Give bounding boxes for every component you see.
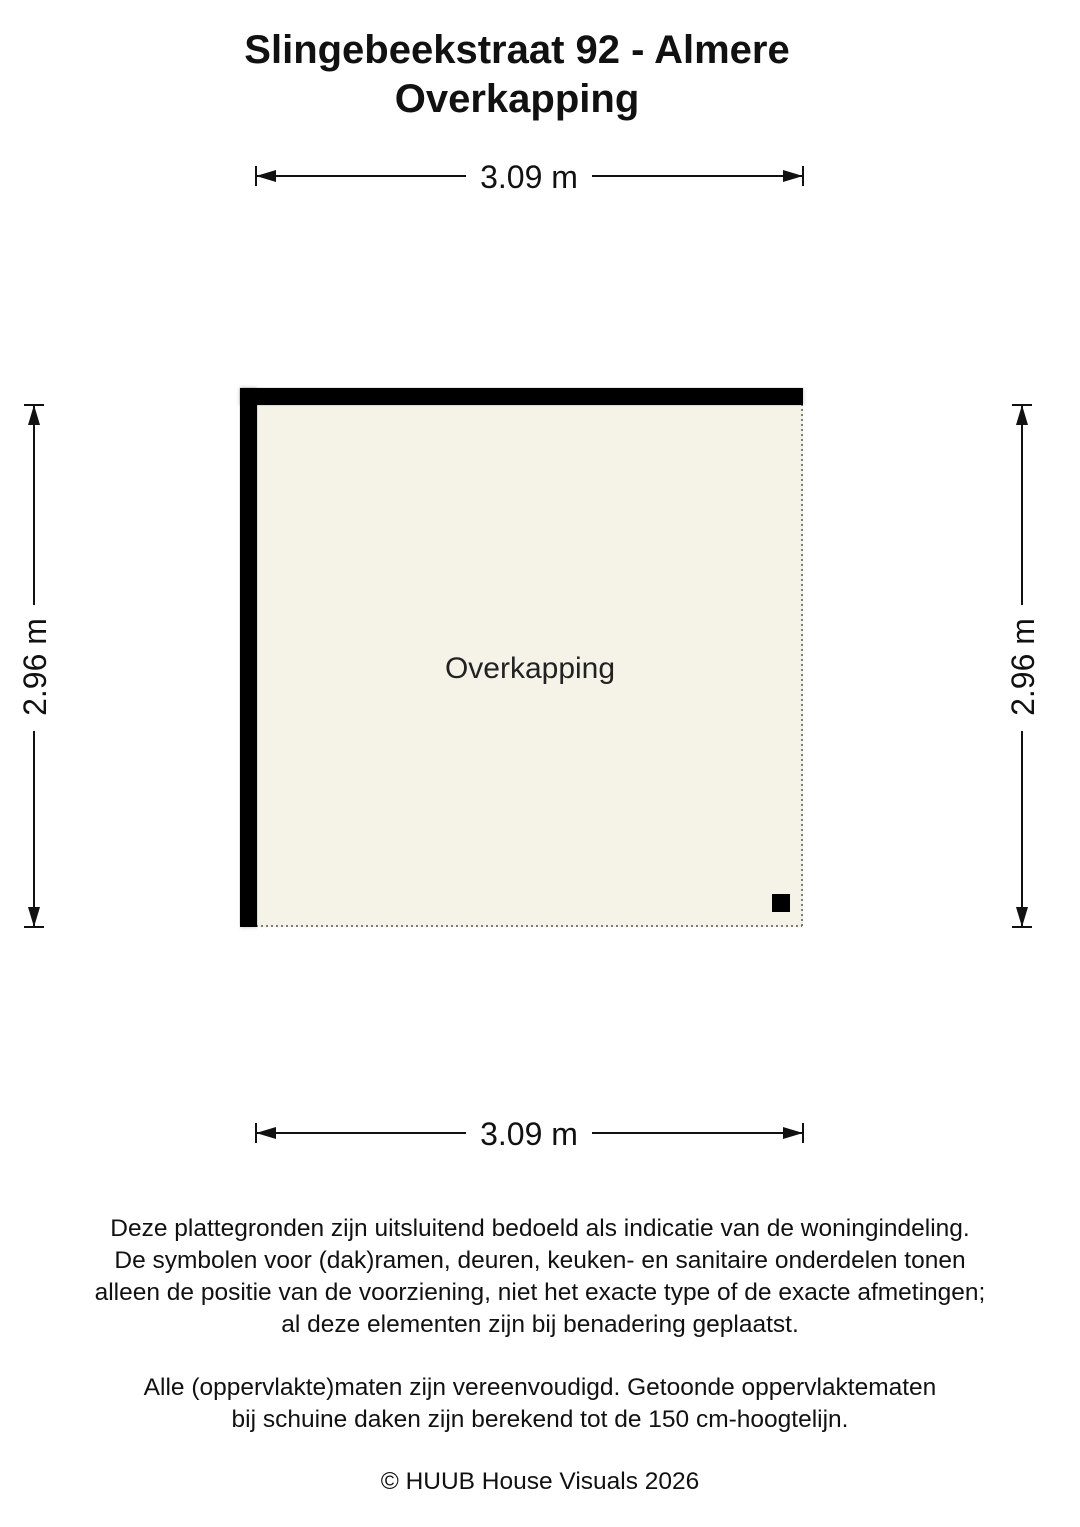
disclaimer-paragraph-1 bbox=[0, 1213, 1080, 1341]
dimension-bottom-label: 3.09 m bbox=[480, 1116, 578, 1152]
dimension-right-label: 2.96 m bbox=[1005, 618, 1041, 716]
disclaimer-line: alleen de positie van de voorziening, niet het exacte type of de exacte afmetingen; bbox=[94, 1279, 986, 1306]
dimension-left-arrow-top bbox=[28, 405, 40, 425]
disclaimer-line: De symbolen voor (dak)ramen, deuren, keuken- en sanitaire onderdelen tonen bbox=[114, 1247, 966, 1274]
dimension-top-arrow-right bbox=[783, 170, 803, 182]
dimension-right-arrow-bottom bbox=[1016, 907, 1028, 927]
dimension-top-label: 3.09 m bbox=[480, 159, 578, 195]
room-label: Overkapping bbox=[444, 652, 616, 685]
column-post bbox=[772, 894, 790, 912]
dimension-bottom bbox=[256, 1112, 803, 1154]
dimension-left-label: 2.96 m bbox=[17, 618, 53, 716]
disclaimer-line: Alle (oppervlakte)maten zijn vereenvoudigd. Getoonde oppervlaktematen bbox=[143, 1374, 937, 1401]
dimension-bottom-arrow-left bbox=[256, 1127, 276, 1139]
copyright-notice: © HUUB House Visuals 2026 bbox=[380, 1468, 700, 1495]
dimension-bottom-arrow-right bbox=[783, 1127, 803, 1139]
dimension-top bbox=[256, 155, 803, 197]
dimension-right-arrow-top bbox=[1016, 405, 1028, 425]
disclaimer-paragraph-2 bbox=[0, 1372, 1080, 1436]
room-overkapping bbox=[240, 388, 803, 927]
page-subtitle: Overkapping bbox=[394, 77, 640, 121]
dimension-left bbox=[13, 405, 55, 927]
dimension-left-arrow-bottom bbox=[28, 907, 40, 927]
page-title: Slingebeekstraat 92 - Almere bbox=[244, 28, 790, 72]
wall-left bbox=[240, 388, 257, 927]
disclaimer-line: Deze plattegronden zijn uitsluitend bedoeld als indicatie van de woningindeling. bbox=[110, 1215, 970, 1242]
disclaimer-line: bij schuine daken zijn berekend tot de 150 cm-hoogtelijn. bbox=[231, 1406, 849, 1433]
disclaimer-line: al deze elementen zijn bij benadering geplaatst. bbox=[281, 1311, 799, 1338]
wall-top bbox=[240, 388, 803, 405]
dimension-right bbox=[1001, 405, 1043, 927]
dimension-top-arrow-left bbox=[256, 170, 276, 182]
